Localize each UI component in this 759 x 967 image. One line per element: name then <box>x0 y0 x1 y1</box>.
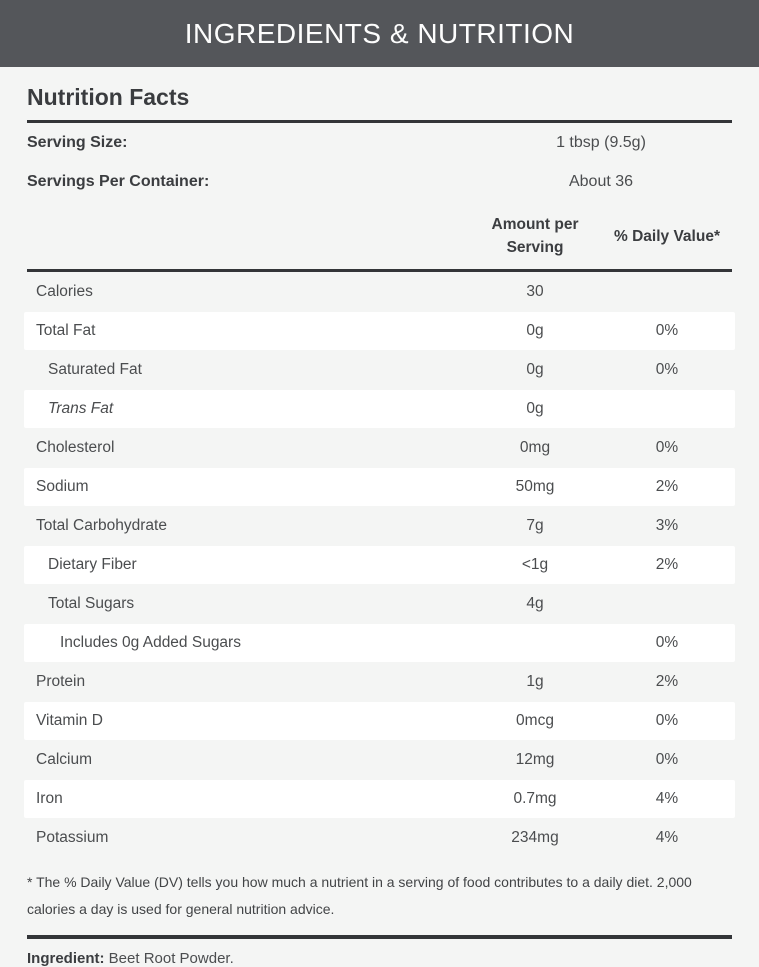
amount-value: 0mg <box>519 438 551 456</box>
table-row-total-sugars <box>24 584 735 623</box>
nutrient-name: Vitamin D <box>36 711 103 729</box>
nutrient-name: Total Sugars <box>48 594 135 612</box>
servings-per-container-label: Servings Per Container: <box>27 172 210 190</box>
servings-per-container-row <box>24 162 735 201</box>
amount-value: 0g <box>526 360 544 378</box>
nutrition-facts-panel <box>24 67 735 967</box>
amount-value: 0g <box>526 399 544 417</box>
serving-size-value: 1 tbsp (9.5g) <box>556 133 646 151</box>
amount-value: 50mg <box>515 477 555 495</box>
amount-value: 4g <box>526 594 544 612</box>
amount-value: 234mg <box>511 828 559 846</box>
daily-value-footnote: * The % Daily Value (DV) tells you how much a nutrient in a serving of food contributes to a daily diet. 2,000 calories a day is used for general nutrition advice. <box>27 874 692 917</box>
ingredient-line <box>24 939 735 967</box>
amount-value: 12mg <box>515 750 555 768</box>
nutrient-name: Calories <box>36 282 93 300</box>
table-row-total-carbohydrate <box>24 506 735 545</box>
daily-value-header: % Daily Value* <box>614 227 720 245</box>
amount-value: 30 <box>526 282 544 300</box>
amount-value: 0mcg <box>516 711 554 729</box>
amount-value: 0.7mg <box>513 789 557 807</box>
amount-value: 0g <box>526 321 544 339</box>
daily-value: 0% <box>655 360 679 378</box>
table-row-dietary-fiber <box>24 546 735 584</box>
amount-value: 1g <box>526 672 544 690</box>
daily-value: 4% <box>655 789 679 807</box>
daily-value: 2% <box>655 672 679 690</box>
amount-per-serving-header: Amount per Serving <box>491 216 579 256</box>
amount-value: <1g <box>521 555 549 573</box>
nutrient-name: Sodium <box>36 477 89 495</box>
nutrition-facts-title: Nutrition Facts <box>27 84 190 110</box>
nutrient-name: Protein <box>36 672 86 690</box>
ingredient-label: Ingredient: <box>27 950 105 967</box>
daily-value: 0% <box>655 750 679 768</box>
daily-value: 4% <box>655 828 679 846</box>
table-row-cholesterol <box>24 428 735 467</box>
nutrition-table <box>24 272 735 857</box>
table-row-iron <box>24 780 735 818</box>
header-bar <box>0 0 759 67</box>
daily-value: 3% <box>655 516 679 534</box>
nutrient-name: Total Fat <box>36 321 96 339</box>
ingredient-value: Beet Root Powder. <box>104 950 234 967</box>
daily-value: 0% <box>655 711 679 729</box>
table-row-saturated-fat <box>24 350 735 389</box>
serving-size-row <box>24 123 735 162</box>
column-headers-row <box>24 201 735 269</box>
nutrient-name: Trans Fat <box>48 399 114 417</box>
table-row-calories <box>24 272 735 311</box>
daily-value: 0% <box>655 321 679 339</box>
nutrient-name: Saturated Fat <box>48 360 142 378</box>
serving-size-label: Serving Size: <box>27 133 128 151</box>
table-row-vitamin-d <box>24 702 735 740</box>
nutrient-name: Cholesterol <box>36 438 115 456</box>
daily-value: 0% <box>655 438 679 456</box>
table-row-added-sugars <box>24 624 735 662</box>
daily-value: 2% <box>655 555 679 573</box>
nutrient-name: Includes 0g Added Sugars <box>60 633 241 651</box>
nutrient-name: Dietary Fiber <box>48 555 137 573</box>
daily-value: 2% <box>655 477 679 495</box>
table-row-sodium <box>24 468 735 506</box>
nutrient-name: Iron <box>36 789 63 807</box>
table-row-total-fat <box>24 312 735 350</box>
table-row-calcium <box>24 740 735 779</box>
nutrient-name: Potassium <box>36 828 109 846</box>
section-title: INGREDIENTS & NUTRITION <box>184 17 575 49</box>
table-row-trans-fat <box>24 390 735 428</box>
nutrient-name: Total Carbohydrate <box>36 516 167 534</box>
table-row-potassium <box>24 818 735 857</box>
daily-value: 0% <box>655 633 679 651</box>
nutrient-name: Calcium <box>36 750 92 768</box>
servings-per-container-value: About 36 <box>568 172 634 190</box>
amount-value: 7g <box>526 516 544 534</box>
table-row-protein <box>24 662 735 701</box>
